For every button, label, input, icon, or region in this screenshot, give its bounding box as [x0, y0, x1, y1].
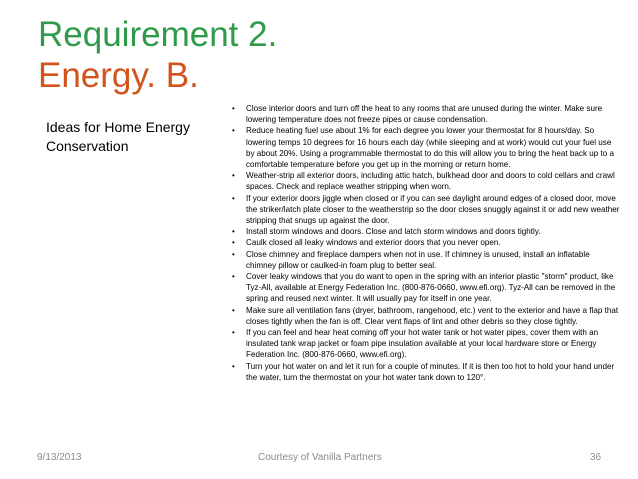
bullet-item: • If you can feel and hear heat coming off your hot water tank or hot water pipes, cover them with an insulated tank wrap jacket or foam pipe insulation available at your local hardware store or Energy Federation Inc. (800-876-0660, www.efi.org). [232, 327, 622, 361]
bullet-list [232, 103, 622, 383]
bullet-item: • Turn your hot water on and let it run for a couple of minutes. If it is then too hot to hold your hand under the water, turn the thermostat on your hot water tank down to 120°. [232, 361, 622, 383]
footer-date: 9/13/2013 [37, 452, 82, 463]
bullet-item: • Install storm windows and doors. Close and latch storm windows and doors tightly. [232, 226, 622, 237]
bullet-item: • Cover leaky windows that you do want to open in the spring with an interior plastic "storm" product, like Tyz-All, available at Energy Federation Inc. (800-876-0660, www.efi.org). Tyz-All can be removed in the spring and reused next winter. It will usually pay for itself in one year. [232, 271, 622, 305]
bullet-item: • Make sure all ventilation fans (dryer, bathroom, rangehood, etc.) vent to the exterior and have a flap that closes tightly when the fan is off. Clear vent flaps of lint and other debris so they close tightly. [232, 305, 622, 327]
title-line-2: Energy. B. [38, 56, 199, 95]
bullet-item: • Weather-strip all exterior doors, including attic hatch, bulkhead door and doors to cold cellars and crawl spaces. Check and replace weather stripping when worn. [232, 170, 622, 192]
bullet-item: • If your exterior doors jiggle when closed or if you can see daylight around edges of a closed door, move the striker/latch plate closer to the weatherstrip so the door closes snuggly against it or add new weather stripping that snugs up against the door. [232, 193, 622, 227]
slide-title [38, 14, 277, 96]
bullet-item: • Close interior doors and turn off the heat to any rooms that are unused during the winter. Make sure lowering temperature does not freeze pipes or cause condensation. [232, 103, 622, 125]
page-number: 36 [590, 452, 602, 463]
bullet-item: • Caulk closed all leaky windows and exterior doors that you never open. [232, 237, 622, 248]
footer-credit: Courtesy of Vanilla Partners [258, 452, 382, 463]
bullet-item: • Reduce heating fuel use about 1% for each degree you lower your thermostat for 8 hours/day. So lowering temps 10 degrees for 16 hours each day (while sleeping and at work) would cut your fuel use by about 20%. Using a programmable thermostat to do this will allow you to bring the heat back up to a comfortable temperature before you get up in the morning or return home. [232, 125, 622, 170]
subtitle: Ideas for Home Energy Conservation [46, 119, 190, 154]
bullet-item: • Close chimney and fireplace dampers when not in use. If chimney is unused, install an inflatable chimney pillow or caulked-in foam plug to better seal. [232, 249, 622, 271]
title-line-1: Requirement 2. [38, 15, 278, 54]
